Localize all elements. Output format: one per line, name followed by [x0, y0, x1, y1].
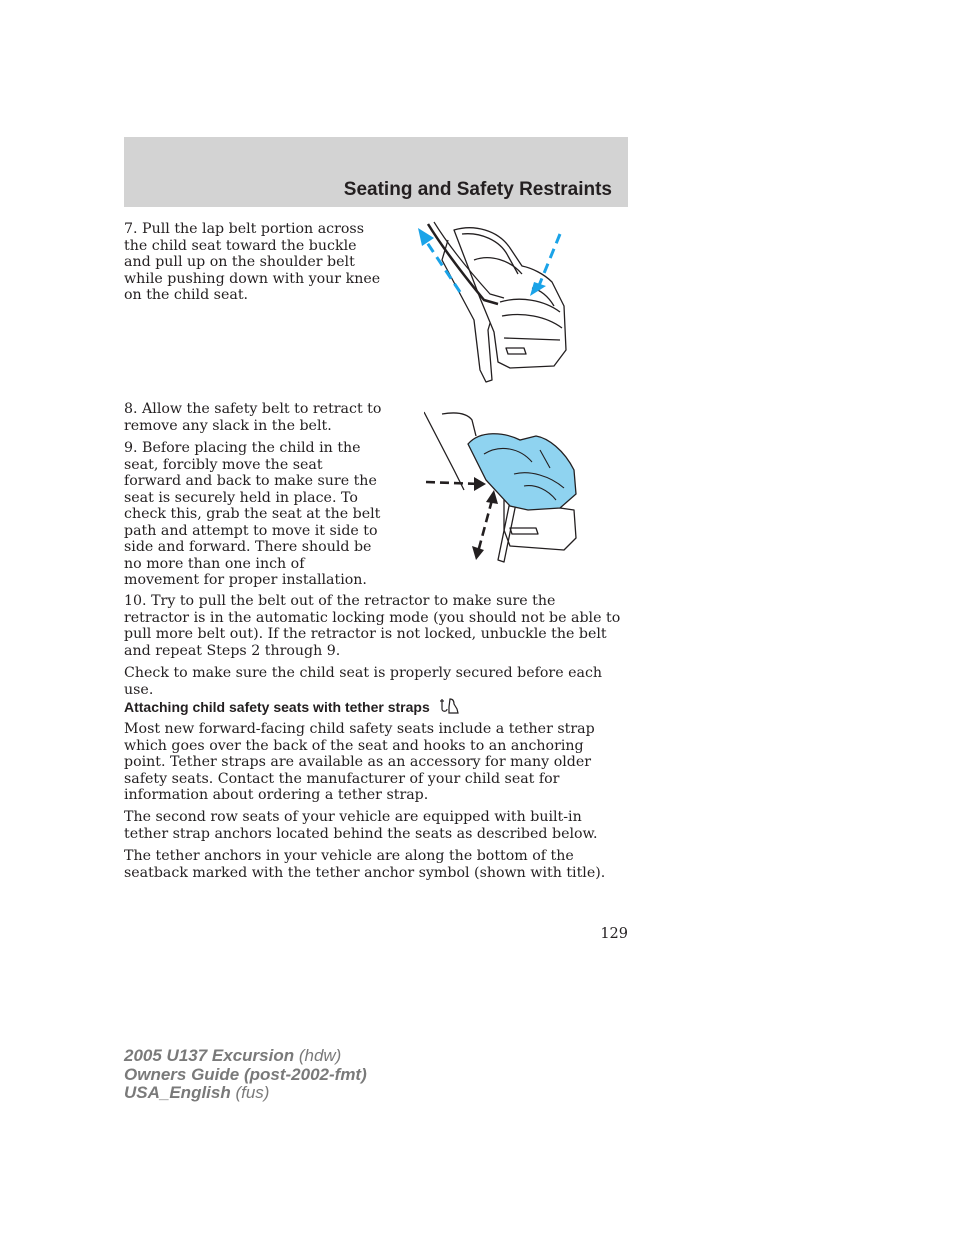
tether-heading-text: Attaching child safety seats with tether straps	[124, 699, 430, 715]
tether-paragraph-3: The tether anchors in your vehicle are along the bottom of the seatback marked with the tether anchor symbol (shown with title).	[124, 848, 606, 881]
step-8-text: 8. Allow the safety belt to retract to remove any slack in the belt.	[124, 401, 382, 434]
document-footer	[124, 1047, 367, 1103]
child-seat-belt-tightening-illustration	[414, 220, 574, 388]
section-title: Seating and Safety Restraints	[343, 179, 612, 200]
footer-line-1: 2005 U137 Excursion (hdw)	[124, 1046, 342, 1065]
footer-line-2: Owners Guide (post-2002-fmt)	[124, 1064, 367, 1084]
step-9-text: 9. Before placing the child in the seat, forcibly move the seat forward and back to make sure the seat is securely held in place. To check this, grab the seat at the belt path and attempt to move it side to side and forward. There should be no more than one inch of movement for proper installation.	[124, 440, 381, 588]
tether-paragraph-1: Most new forward-facing child safety seats include a tether strap which goes over the back of the seat and hooks to an anchoring point. Tether straps are available as an accessory for many older safety seats. Contact the manufacturer of your child seat for information about ordering a tether strap.	[124, 721, 595, 803]
step-7-text: 7. Pull the lap belt portion across the child seat toward the buckle and pull up on the shoulder belt while pushing down with your knee on the child seat.	[124, 221, 381, 303]
tether-anchor-icon	[438, 697, 460, 715]
check-note: Check to make sure the child seat is properly secured before each use.	[124, 665, 603, 698]
section-header-band	[124, 137, 628, 207]
tether-section-heading	[124, 697, 460, 715]
step-10-text: 10. Try to pull the belt out of the retractor to make sure the retractor is in the automatic locking mode (you should not be able to pull more belt out). If the retractor is not locked, unbuckle the belt and repeat Steps 2 through 9.	[124, 593, 621, 659]
child-seat-movement-check-illustration	[424, 410, 580, 564]
footer-line-3: USA_English (fus)	[124, 1083, 270, 1102]
page-number: 129	[600, 926, 628, 942]
tether-paragraph-2: The second row seats of your vehicle are equipped with built-in tether strap anchors located behind the seats as described below.	[124, 809, 598, 842]
